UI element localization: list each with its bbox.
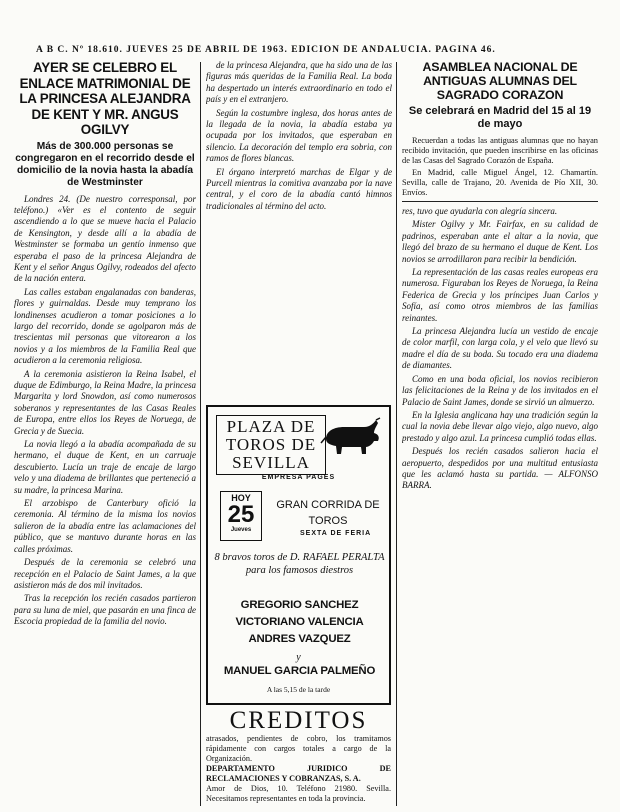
- bull-icon: [320, 417, 382, 457]
- toros-description: 8 bravos toros de D. RAFAEL PERALTA para los famosos diestros: [214, 552, 385, 576]
- article-paragraph: Después los recién casados salieron hacia el aeropuerto, despedidos por una multitud entusiasta que les aclamó hasta su partida. — ALFONSO BARRA.: [402, 446, 598, 491]
- article-paragraph: Las calles estaban engalanadas con banderas, flores y guirnaldas. Desde muy temprano los londinenses acudieron a tomar posiciones a lo largo del recorrido, donde se agolparon más de trescientas mil personas que vitorearon a los novios y a los miembros de la Familia Real que acudieron a la ceremonia religiosa.: [14, 286, 196, 366]
- divider: [402, 201, 598, 202]
- start-time: A las 5,15 de la tarde: [266, 685, 331, 694]
- article-paragraph: Mister Ogilvy y Mr. Fairfax, en su calidad de padrinos, esperaban ante el altar a la novia, que llegó del brazo de su hermano el duque de Kent. Los novios se arrodillaron para recibir la bendición.: [402, 219, 598, 264]
- middle-column: [206, 60, 392, 400]
- date-box: [220, 491, 262, 541]
- creditos-advertisement: [206, 708, 391, 804]
- article-paragraph: Después de la ceremonia se celebró una recepción en el Palacio de Saint James, a la que asistieron más de dos mil invitados.: [14, 557, 196, 590]
- article-paragraph: Londres 24. (De nuestro corresponsal, por teléfono.) «Ver es el contento de seguir ascendiendo a lo que se mueve hacia el Palacio de Kensington, y desde allí a la abadía de Westminster se formaba un gentío inmenso que esperaba el paso de la princesa Alejandra de Kent y el señor Angus Ogilvy, rodeados del afecto de la nación entera.: [14, 193, 196, 284]
- article-paragraph: Según la costumbre inglesa, dos horas antes de la llegada de la novia, la abadía estaba ya ocupada por los invitados, que esperaban en silencio. La decoración del templo era sobria, con ramos de flores blancas.: [206, 107, 392, 164]
- day-number: 25: [227, 501, 255, 528]
- article-paragraph: El arzobispo de Canterbury ofició la ceremonia. Al término de la misma los novios salieron de la abadía entre las aclamaciones del público, que se mantuvo durante horas en las calles próximas.: [14, 498, 196, 554]
- article-paragraph: La representación de las casas reales europeas era numerosa. Figuraban los Reyes de Noruega, la Reina Federica de Grecia y los príncipes Juan Carlos y Sofía, así como otros miembros de las familias reinantes.: [402, 267, 598, 323]
- asamblea-subhead: Se celebrará en Madrid del 15 al 19 de mayo: [408, 105, 592, 130]
- notice-paragraph: Recuerdan a todas las antiguas alumnas que no hayan recibido invitación, que pueden inscribirse en las oficinas de las Casas del Sagrado Corazón de España.: [402, 136, 598, 165]
- left-column: [14, 60, 196, 808]
- sexta-feria: SEXTA DE FERIA: [300, 530, 372, 537]
- running-head: A B C. Nº 18.610. JUEVES 25 DE ABRIL DE 1963. EDICION DE ANDALUCIA. PAGINA 46.: [36, 45, 496, 55]
- gran-corrida: GRAN CORRIDA DE TOROS: [276, 499, 380, 527]
- article-paragraph: En la Iglesia anglicana hay una tradición según la cual la novia debe llevar algo viejo, algo nuevo, algo prestado y algo azul. La princesa cumplió todas ellas.: [402, 409, 598, 443]
- article-paragraph: res, tuvo que ayudarla con alegría sincera.: [402, 206, 558, 216]
- creditos-address: Amor de Dios, 10. Teléfono 21980. Sevilla. Necesitamos representantes en toda la provincia.: [206, 784, 391, 803]
- notice-paragraph: En Madrid, calle Miguel Ángel, 12. Chamartín. Sevilla, calle de Trajano, 20. Avenida de Pío XII, 30. Envíos.: [402, 168, 598, 197]
- diestro-name: GREGORIO SANCHEZ: [240, 599, 359, 611]
- empresa-label: EMPRESA PAGES: [261, 474, 336, 481]
- asamblea-headline: ASAMBLEA NACIONAL DE ANTIGUAS ALUMNAS DEL SAGRADO CORAZON: [422, 60, 578, 102]
- diestro-name-manuel: MANUEL GARCIA PALMEÑO: [223, 665, 376, 677]
- article-paragraph: La princesa Alejandra lucía un vestido de encaje de color marfil, con larga cola, y el velo que llevó su madre el día de su boda. Su tocado era una diadema de diamantes.: [402, 326, 598, 371]
- article-paragraph: A la ceremonia asistieron la Reina Isabel, el duque de Edimburgo, la Reina Madre, la princesa Margarita y lord Snowdon, así como numerosos soberanos y representantes de las Casas Reales de Europa, entre ellos los Reyes de Noruega, de Grecia y de Suecia.: [14, 368, 196, 436]
- wedding-subhead: Más de 300.000 personas se congregaron en el recorrido desde el domicilio de la novia hasta la abadía de Westminster: [15, 140, 195, 188]
- conjunction-y: y: [296, 652, 301, 663]
- creditos-text: atrasados, pendientes de cobro, los tramitamos rápidamente con cargos totales a cargo de la Organización.: [206, 734, 391, 763]
- creditos-department: DEPARTAMENTO JURIDICO DE RECLAMACIONES Y COBRANZAS, S. A.: [206, 764, 391, 783]
- weekday-label: Jueves: [230, 527, 252, 533]
- diestros-list: [214, 597, 385, 648]
- hoy-label: HOY: [231, 493, 251, 503]
- article-paragraph: La novia llegó a la abadía acompañada de su hermano, el duque de Kent, en un carruaje descubierto. Lucía un traje de encaje de largo velo y una diadema de brillantes que perteneció a su madre, la princesa Marina.: [14, 439, 196, 495]
- article-paragraph: Como en una boda oficial, los novios recibieron las felicitaciones de la Reina y de los invitados en el Palacio de Saint James, donde se sirvió un almuerzo.: [402, 373, 598, 407]
- diestro-name: ANDRES VAZQUEZ: [248, 633, 351, 645]
- diestro-name: VICTORIANO VALENCIA: [235, 616, 364, 628]
- article-paragraph: de la princesa Alejandra, que ha sido una de las figuras más queridas de la Familia Real. La boda ha despertado un interés extraordinario en todo el país y en el extranjero.: [206, 60, 392, 105]
- bullfight-advertisement: [206, 405, 391, 705]
- article-paragraph: El órgano interpretó marchas de Elgar y de Purcell mientras la comitiva avanzaba por la nave central, y el coro de la abadía cantó himnos tradicionales al término del acto.: [206, 166, 392, 211]
- column-rule-right: [396, 62, 397, 806]
- article-paragraph: Tras la recepción los recién casados partieron para su luna de miel, que pasarán en una finca de Escocia propiedad de la familia del novio.: [14, 593, 196, 627]
- right-column: [402, 60, 598, 808]
- creditos-title: CREDITOS: [229, 707, 368, 734]
- wedding-headline: AYER SE CELEBRO EL ENLACE MATRIMONIAL DE LA PRINCESA ALEJANDRA DE KENT Y MR. ANGUS OGILVY: [19, 60, 191, 137]
- column-rule-left: [200, 62, 201, 806]
- plaza-title: PLAZA DE TOROS DE SEVILLA: [216, 415, 326, 475]
